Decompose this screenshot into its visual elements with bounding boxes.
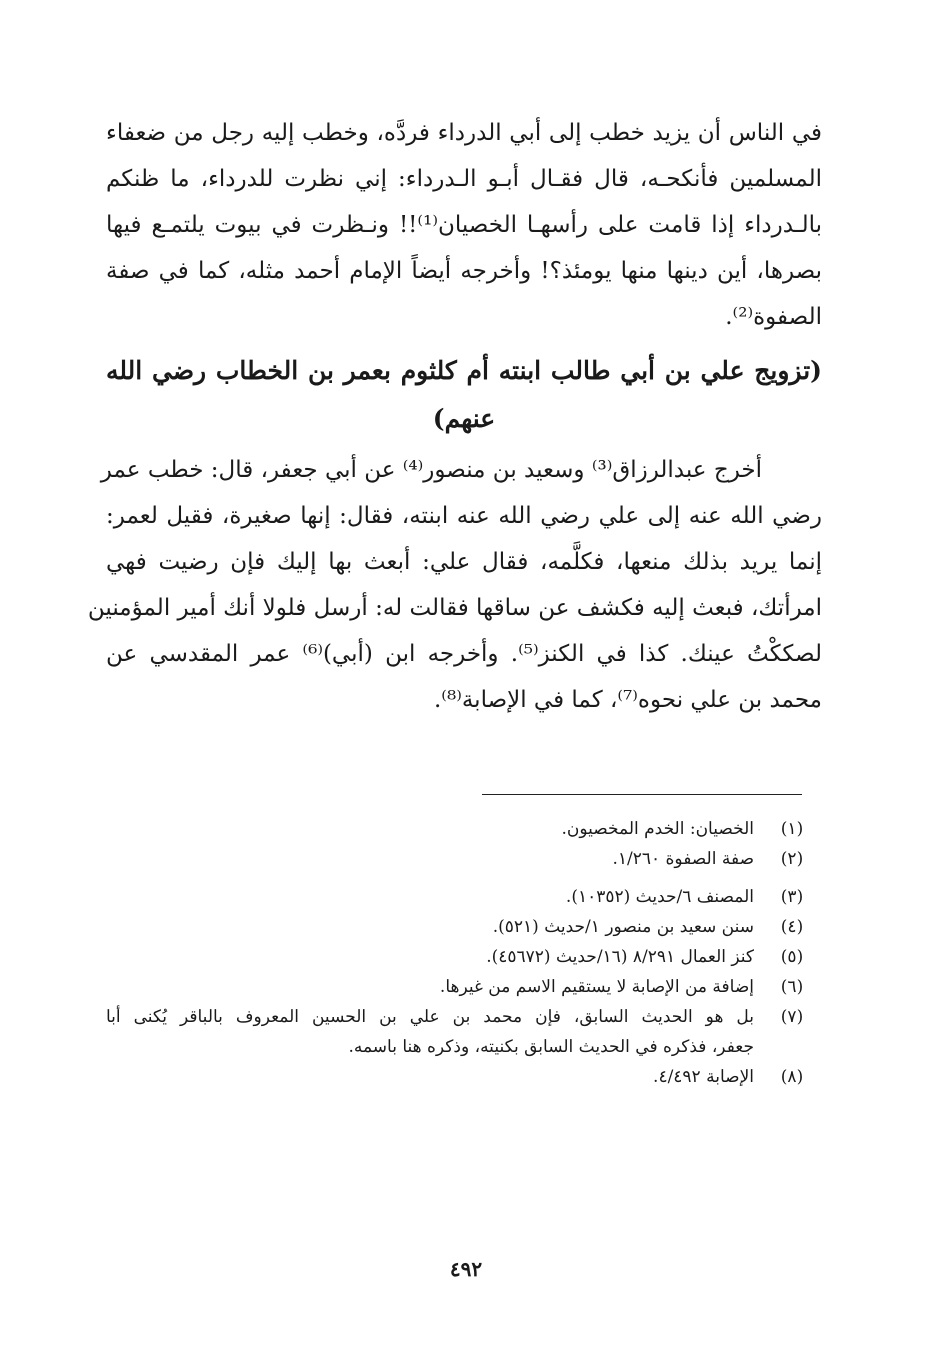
- footnote-item: [106, 844, 822, 874]
- footnote-line: كنز العمال ٨/٢٩١ (١٦/حديث (٤٥٦٧٢).: [486, 947, 754, 967]
- footnote-number: (١): [780, 819, 804, 839]
- footnote-item: [106, 882, 822, 912]
- footnote-line: بل هو الحديث السابق، فإن محمد بن علي بن الحسين المعروف بالباقر يُكنى أبا: [106, 1007, 754, 1027]
- paragraph-1-line: الصفوة⁽²⁾.: [725, 304, 822, 330]
- footnote-item: [106, 1002, 822, 1062]
- footnote-text: [106, 972, 762, 1002]
- section-heading-line: عنهم): [432, 404, 496, 433]
- footnote-text: [106, 912, 762, 942]
- footnote-item: [106, 1062, 822, 1092]
- footnote-text: [106, 882, 762, 912]
- footnote-line: الخصيان: الخدم المخصيون.: [561, 819, 754, 839]
- footnote-text: [106, 1062, 762, 1092]
- footnote-line: سنن سعيد بن منصور ١/حديث (٥٢١).: [492, 917, 754, 937]
- footnote-line: الإصابة ٤/٤٩٢.: [653, 1067, 754, 1087]
- section-heading-line: (تزويج علي بن أبي طالب ابنته أم كلثوم بعمر بن الخطاب رضي الله: [106, 356, 822, 385]
- paragraph-2-line: أخرج عبدالرزاق⁽³⁾ وسعيد بن منصور⁽⁴⁾ عن أبي جعفر، قال: خطب عمر: [100, 457, 762, 483]
- paragraph-1-line: المسلمين فأنكحـه، قال فقـال أبـو الـدرداء: إني نظرت للدرداء، ما ظنكم: [106, 166, 822, 192]
- paragraph-1: [106, 110, 822, 340]
- footnote-number: (٥): [780, 947, 804, 967]
- footnotes: [106, 814, 822, 1092]
- footnote-item: [106, 814, 822, 844]
- footnote-number: (٣): [780, 887, 804, 907]
- section-heading: [106, 347, 822, 443]
- paragraph-2-line: محمد بن علي نحوه⁽⁷⁾، كما في الإصابة⁽⁸⁾.: [433, 687, 822, 713]
- paragraph-1-line: بصرها، أين دينها منها يومئذ؟! وأخرجه أيضاً الإمام أحمد مثله، كما في صفة: [106, 258, 822, 284]
- footnote-number: (٦): [780, 977, 804, 997]
- footnote-line: إضافة من الإصابة لا يستقيم الاسم من غيرها.: [439, 977, 754, 997]
- footnote-text: [106, 942, 762, 972]
- paragraph-2-line: رضي الله عنه إلى علي رضي الله عنه ابنته، فقال: إنها صغيرة، فقيل لعمر:: [106, 503, 822, 529]
- paragraph-1-line: بالـدرداء إذا قامت على رأسهـا الخصيان⁽¹⁾!! ونـظرت في بيوت يلتمـع فيها: [106, 212, 822, 238]
- footnote-number: (٨): [780, 1067, 804, 1087]
- paragraph-2-line: إنما يريد بذلك منعها، فكلَّمه، فقال علي: أبعث بها إليك فإن رضيت فهي: [106, 549, 822, 575]
- footnote-item: [106, 942, 822, 972]
- paragraph-2: [87, 447, 822, 723]
- page-number: ٤٩٢: [449, 1257, 483, 1281]
- paragraph-1-line: في الناس أن يزيد خطب إلى أبي الدرداء فردَّه، وخطب إليه رجل من ضعفاء: [106, 120, 823, 146]
- footnote-number: (٢): [780, 849, 804, 869]
- footnote-line: صفة الصفوة ١/٢٦٠.: [612, 849, 754, 869]
- footnote-line: جعفر، فذكره في الحديث السابق بكنيته، وذكره هنا باسمه.: [348, 1037, 754, 1057]
- paragraph-2-line: امرأتك، فبعث إليه فكشف عن ساقها فقالت له: أرسل فلولا أنك أمير المؤمنين: [87, 595, 822, 621]
- footnote-item: [106, 972, 822, 1002]
- footnote-text: [106, 844, 762, 874]
- footnote-line: المصنف ٦/حديث (١٠٣٥٢).: [565, 887, 754, 907]
- footnote-text: [106, 1002, 762, 1062]
- footnote-number: (٤): [780, 917, 804, 937]
- footnote-divider: [482, 794, 802, 795]
- footnote-number: (٧): [780, 1007, 804, 1027]
- footnote-text: [106, 814, 762, 844]
- footnote-item: [106, 912, 822, 942]
- paragraph-2-line: لصككْتُ عينك. كذا في الكنز⁽⁵⁾. وأخرجه ابن (أبي)⁽⁶⁾ عمر المقدسي عن: [106, 641, 822, 667]
